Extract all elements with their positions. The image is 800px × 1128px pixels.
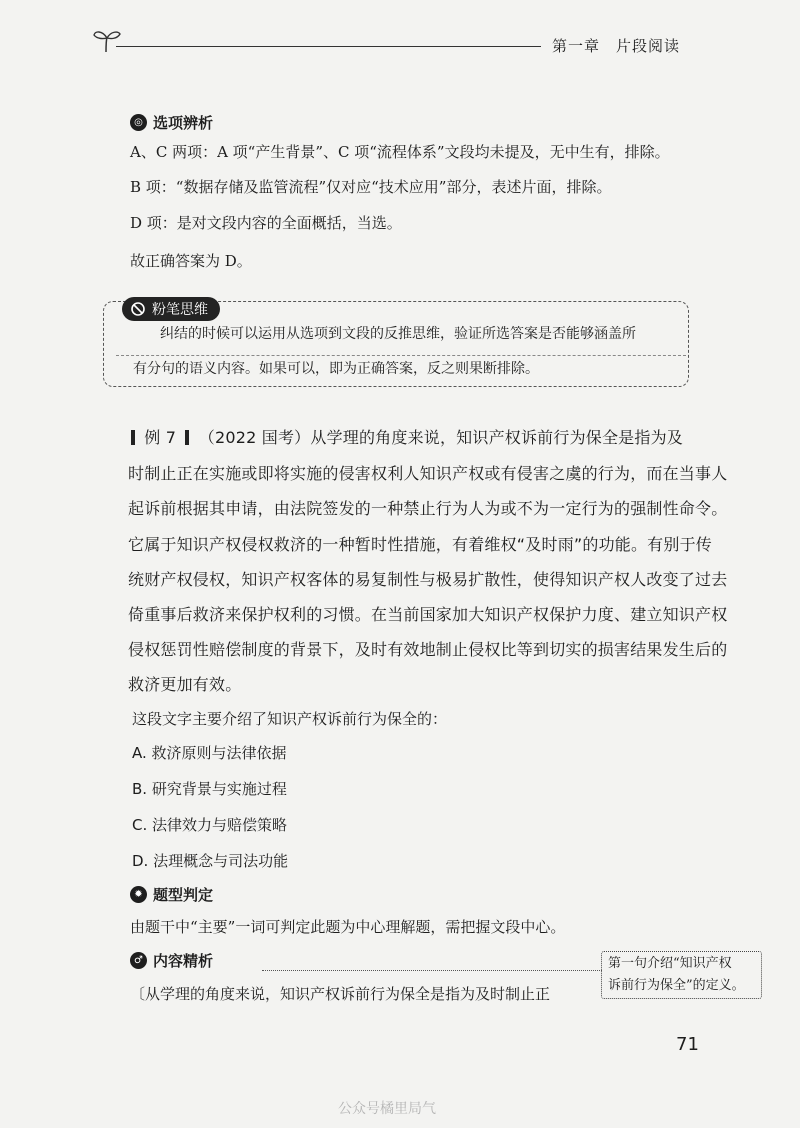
analysis-line-3: D 项：是对文段内容的全面概括，当选。	[130, 214, 402, 232]
content-analysis-title: 内容精析	[153, 952, 214, 970]
option-a: A. 救济原则与法律依据	[132, 744, 287, 762]
chalk-thinking-divider	[116, 355, 686, 356]
side-note	[601, 951, 762, 999]
question-type-icon: ✹	[130, 886, 147, 903]
example-line-3: 起诉前根据其申请，由法院签发的一种禁止行为人为或不为一定行为的强制性命令。	[128, 499, 728, 518]
question-type-heading	[130, 884, 213, 905]
chalk-thinking-title: 粉笔思维	[152, 302, 208, 318]
side-note-line-1: 第一句介绍“知识产权	[608, 956, 732, 971]
chalk-line-2: 有分句的语义内容。如果可以，即为正确答案，反之则果断排除。	[133, 361, 539, 377]
chalk-thinking-tag	[122, 297, 220, 321]
question-stem: 这段文字主要介绍了知识产权诉前行为保全的：	[132, 710, 448, 728]
sprout-icon	[92, 27, 122, 53]
option-analysis-title: 选项辨析	[153, 114, 214, 132]
example-text-1: （2022 国考）从学理的角度来说，知识产权诉前行为保全是指为及	[198, 428, 683, 447]
content-analysis-heading	[130, 950, 213, 971]
analysis-line-1: A、C 两项：A 项“产生背景”、C 项“流程体系”文段均未提及，无中生有，排除。	[130, 143, 670, 161]
chapter-title: 第一章 片段阅读	[552, 37, 681, 55]
example-line-5: 统财产权侵权，知识产权客体的易复制性与极易扩散性，使得知识产权人改变了过去	[128, 570, 728, 589]
example-line-1	[127, 425, 683, 448]
question-type-text: 由题干中“主要”一词可判定此题为中心理解题，需把握文段中心。	[130, 918, 566, 936]
note-connector	[262, 970, 602, 971]
option-d: D. 法理概念与司法功能	[132, 852, 289, 870]
side-note-line-2: 诉前行为保全”的定义。	[608, 978, 745, 993]
example-label: 例 7	[144, 428, 177, 447]
analysis-answer: 故正确答案为 D。	[130, 252, 252, 270]
content-analysis-text: 〔从学理的角度来说，知识产权诉前行为保全是指为及时制止正	[130, 985, 551, 1003]
chalk-line-1: 纠结的时候可以运用从选项到文段的反推思维，验证所选答案是否能够涵盖所	[160, 326, 636, 342]
example-bar-right	[185, 430, 189, 445]
watermark: 公众号橘里局气	[338, 1101, 436, 1117]
page-number: 71	[676, 1034, 699, 1055]
option-analysis-heading	[130, 112, 213, 133]
question-type-title: 题型判定	[153, 886, 214, 904]
example-line-4: 它属于知识产权侵权救济的一种暂时性措施，有着维权“及时雨”的功能。有别于传	[128, 535, 712, 554]
analysis-line-2: B 项：“数据存储及监管流程”仅对应“技术应用”部分，表述片面，排除。	[130, 178, 612, 196]
content-analysis-icon: ♂	[130, 952, 147, 969]
no-entry-icon	[130, 301, 146, 317]
example-line-8: 救济更加有效。	[128, 675, 242, 694]
option-analysis-icon: ◎	[130, 114, 147, 131]
example-bar-left	[131, 430, 135, 445]
example-line-6: 倚重事后救济来保护权利的习惯。在当前国家加大知识产权保护力度、建立知识产权	[128, 605, 728, 624]
option-b: B. 研究背景与实施过程	[132, 780, 287, 798]
header-rule	[116, 46, 541, 47]
example-line-2: 时制止正在实施或即将实施的侵害权利人知识产权或有侵害之虞的行为，而在当事人	[128, 464, 728, 483]
option-c: C. 法律效力与赔偿策略	[132, 816, 288, 834]
example-line-7: 侵权惩罚性赔偿制度的背景下，及时有效地制止侵权比等到切实的损害结果发生后的	[128, 640, 728, 659]
